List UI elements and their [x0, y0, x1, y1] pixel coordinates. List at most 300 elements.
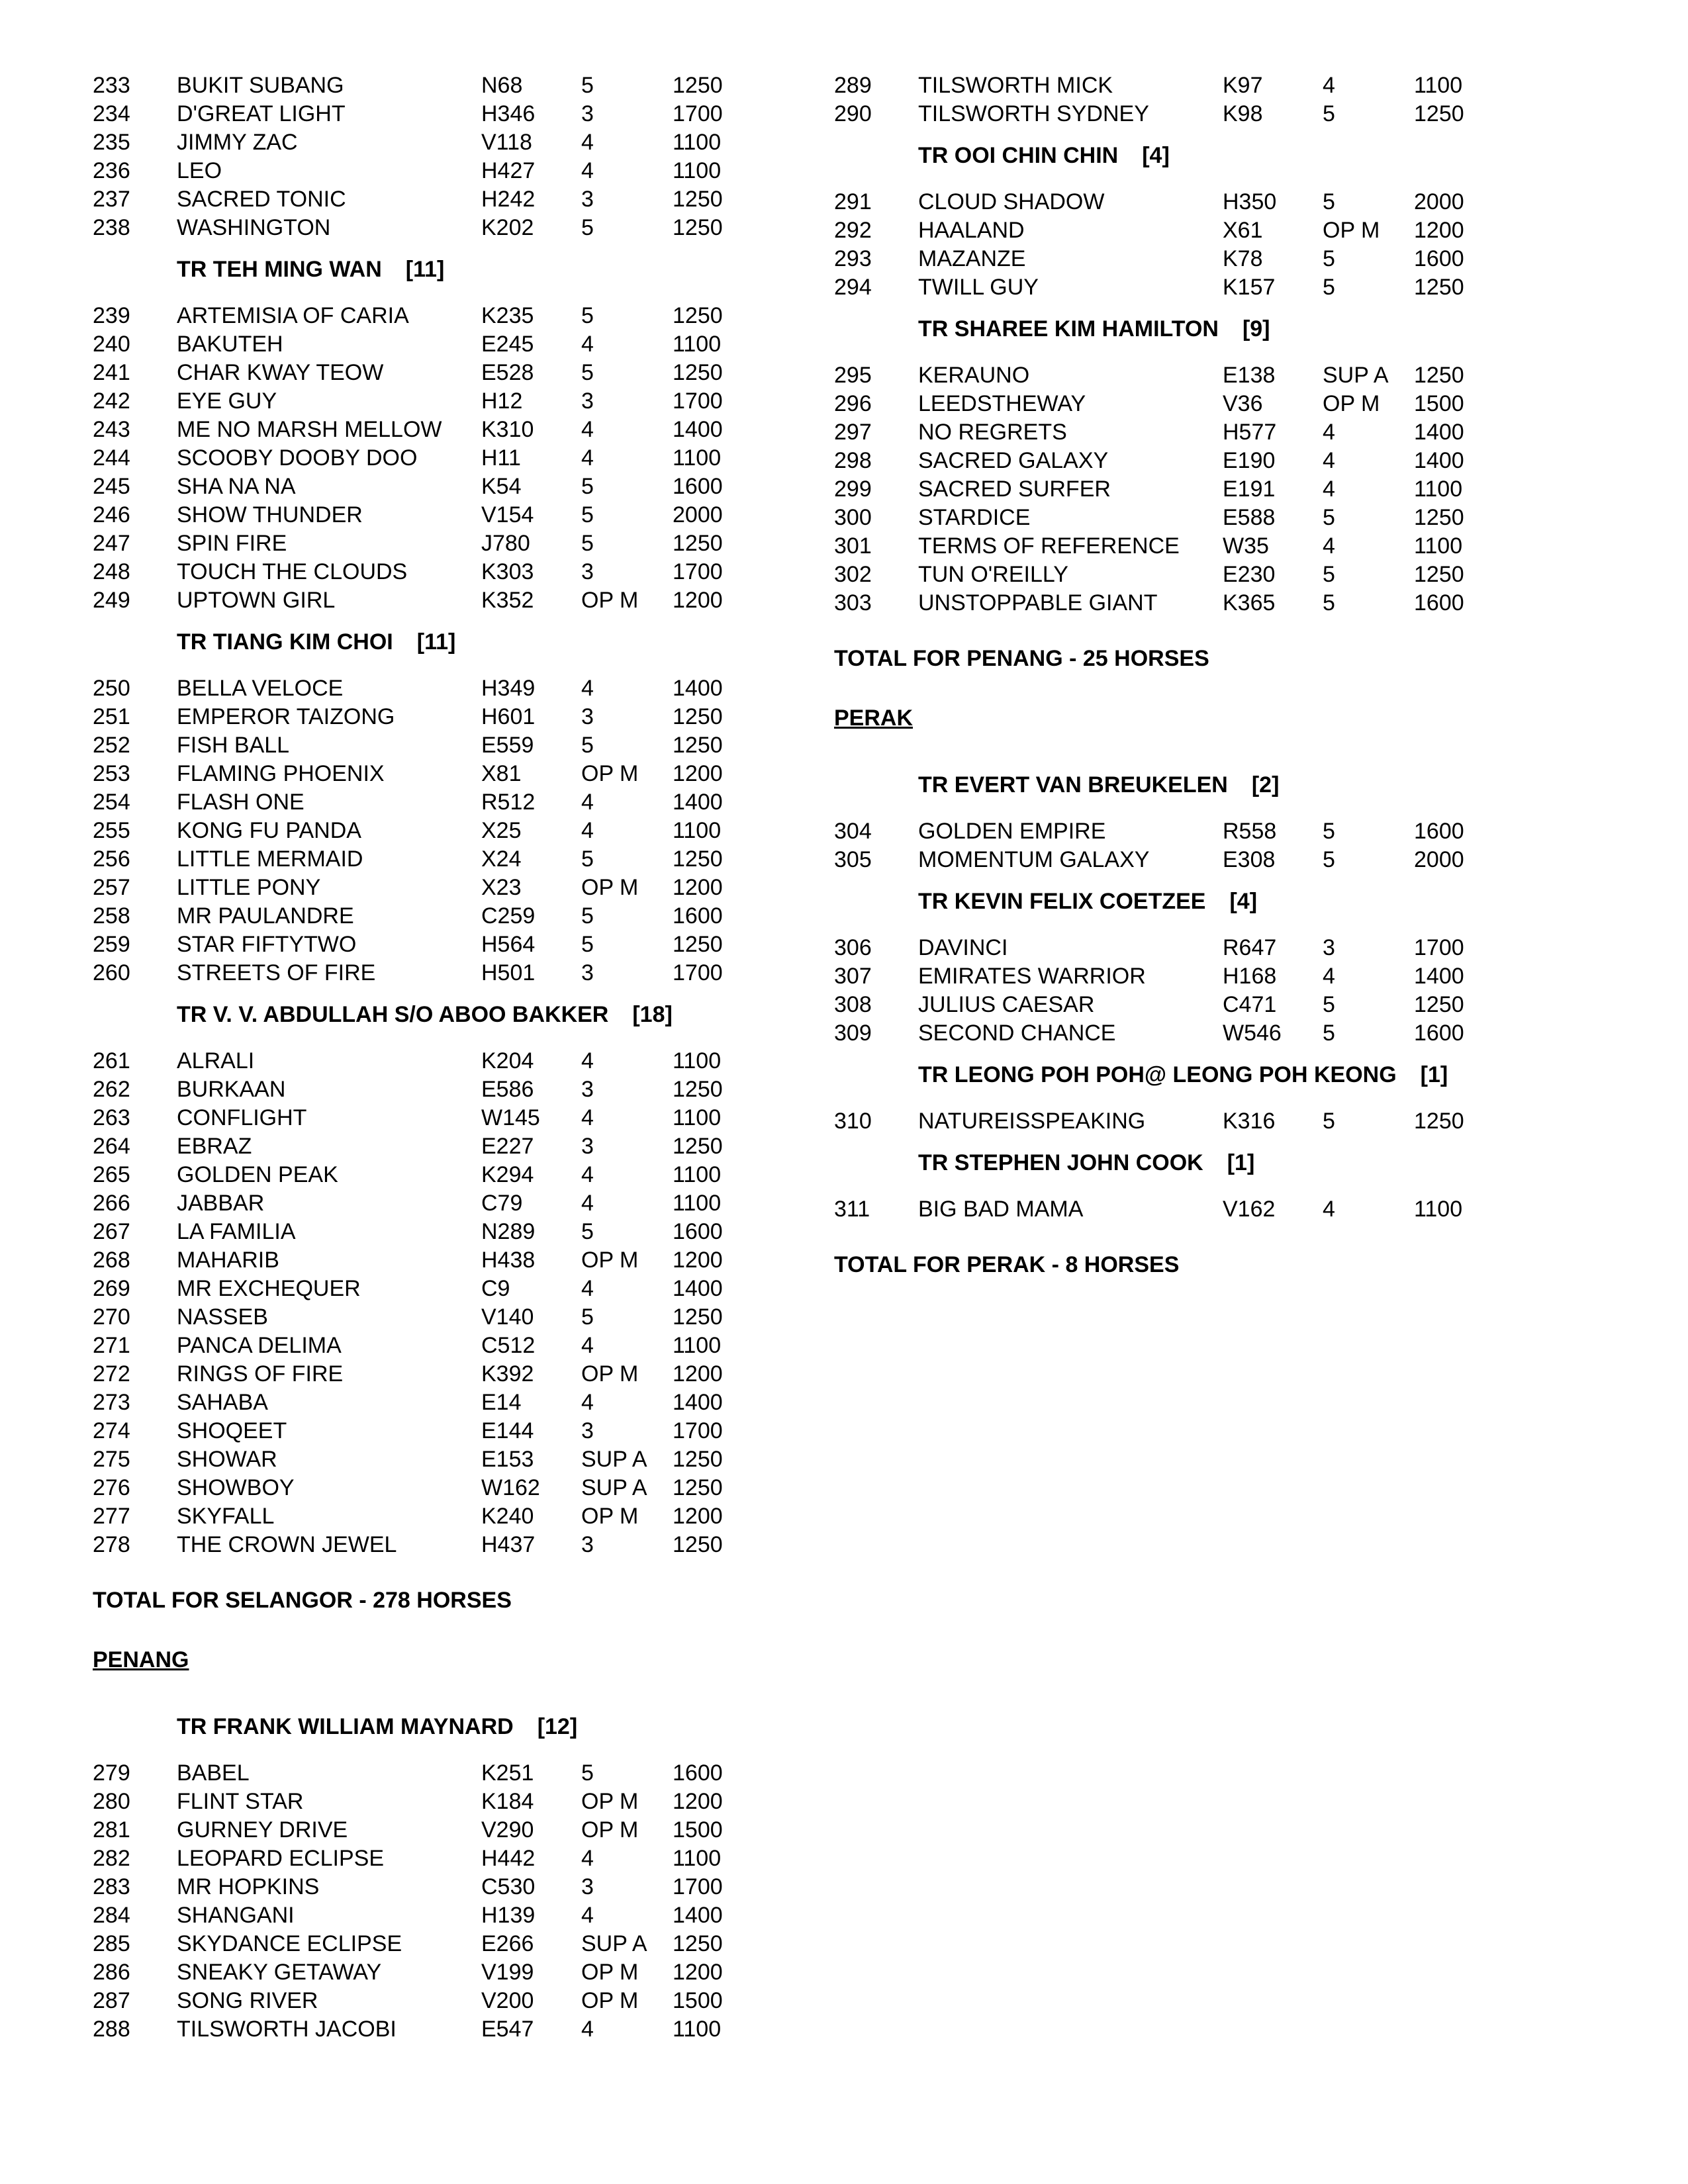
entry-number: 251: [93, 704, 130, 729]
horse-rating: 5: [581, 1304, 594, 1330]
trainer-heading: [93, 1714, 755, 1739]
entry-row: [834, 817, 1595, 846]
horse-code: C79: [481, 1191, 523, 1216]
horse-rating: OP M: [581, 1817, 639, 1843]
horse-code: V154: [481, 502, 534, 527]
entry-number: 303: [834, 590, 872, 615]
horse-rating: 3: [581, 704, 594, 729]
entry-number: 267: [93, 1219, 130, 1244]
horse-code: X24: [481, 846, 522, 872]
horse-code: H350: [1223, 189, 1277, 214]
trainer-name: TR V. V. ABDULLAH S/O ABOO BAKKER: [177, 1002, 609, 1027]
entry-price: 1700: [673, 388, 723, 414]
entry-row: [93, 444, 755, 473]
entry-price: 1600: [1414, 246, 1464, 271]
entry-number: 263: [93, 1105, 130, 1130]
horse-code: E266: [481, 1931, 534, 1956]
horse-rating: 4: [1323, 420, 1335, 445]
horse-name: UNSTOPPABLE GIANT: [918, 590, 1158, 615]
horse-rating: 3: [581, 1532, 594, 1557]
horse-code: H12: [481, 388, 523, 414]
horse-code: R512: [481, 790, 536, 815]
horse-rating: 5: [581, 303, 594, 328]
entry-row: [93, 1873, 755, 1901]
horse-code: K235: [481, 303, 534, 328]
horse-code: C530: [481, 1874, 536, 1899]
entry-number: 268: [93, 1248, 130, 1273]
horse-name: FLASH ONE: [177, 790, 305, 815]
horse-code: V162: [1223, 1197, 1276, 1222]
horse-code: V140: [481, 1304, 534, 1330]
horse-name: EMPEROR TAIZONG: [177, 704, 395, 729]
entry-price: 1600: [1414, 1021, 1464, 1046]
horse-rating: 4: [581, 130, 594, 155]
horse-name: GURNEY DRIVE: [177, 1817, 348, 1843]
horse-code: K316: [1223, 1109, 1276, 1134]
entry-price: 1250: [673, 1532, 723, 1557]
horse-code: K392: [481, 1361, 534, 1387]
entry-number: 266: [93, 1191, 130, 1216]
horse-rating: 4: [581, 1191, 594, 1216]
horse-rating: OP M: [1323, 218, 1380, 243]
horse-code: C9: [481, 1276, 510, 1301]
horse-rating: SUP A: [581, 1931, 647, 1956]
entry-number: 236: [93, 158, 130, 183]
horse-code: E528: [481, 360, 534, 385]
horse-rating: 5: [1323, 505, 1335, 530]
entry-price: 1250: [673, 932, 723, 957]
entry-price: 1400: [1414, 420, 1464, 445]
entry-row: [93, 2015, 755, 2044]
entry-price: 2000: [1414, 847, 1464, 872]
horse-code: W35: [1223, 533, 1269, 559]
horse-name: LITTLE PONY: [177, 875, 321, 900]
horse-name: LEOPARD ECLIPSE: [177, 1846, 385, 1871]
horse-code: C471: [1223, 992, 1277, 1017]
horse-code: E559: [481, 733, 534, 758]
horse-rating: 3: [581, 187, 594, 212]
entry-price: 1200: [673, 875, 723, 900]
entry-number: 309: [834, 1021, 872, 1046]
entry-row: [93, 586, 755, 615]
entry-row: [93, 558, 755, 586]
entry-row: [834, 361, 1595, 390]
horse-rating: OP M: [581, 588, 639, 613]
entry-number: 297: [834, 420, 872, 445]
horse-rating: 3: [581, 1077, 594, 1102]
entry-price: 1400: [673, 417, 723, 442]
entry-number: 277: [93, 1504, 130, 1529]
entry-number: 269: [93, 1276, 130, 1301]
trainer-heading: [93, 257, 755, 282]
horse-rating: 5: [1323, 1109, 1335, 1134]
horse-rating: 5: [581, 733, 594, 758]
horse-code: H168: [1223, 964, 1277, 989]
entry-price: 1100: [1414, 1197, 1463, 1222]
entry-price: 1250: [673, 1475, 723, 1500]
entry-price: 1100: [673, 2017, 722, 2042]
entry-row: [93, 1246, 755, 1275]
entry-number: 311: [834, 1197, 870, 1222]
entry-price: 1100: [673, 1162, 722, 1187]
entry-number: 279: [93, 1760, 130, 1786]
horse-name: D'GREAT LIGHT: [177, 101, 346, 126]
trainer-name: TR SHAREE KIM HAMILTON: [918, 316, 1219, 341]
entry-number: 239: [93, 303, 130, 328]
horse-code: H564: [481, 932, 536, 957]
entry-row: [93, 1161, 755, 1189]
entry-row: [93, 1360, 755, 1388]
entry-price: 1700: [673, 1418, 723, 1443]
entry-number: 256: [93, 846, 130, 872]
horse-name: BURKAAN: [177, 1077, 286, 1102]
entry-row: [93, 1759, 755, 1788]
horse-rating: 5: [581, 215, 594, 240]
entry-row: [93, 760, 755, 788]
horse-name: SKYFALL: [177, 1504, 275, 1529]
entry-row: [93, 1417, 755, 1445]
entry-row: [93, 501, 755, 529]
horse-rating: 5: [581, 1760, 594, 1786]
horse-name: GOLDEN EMPIRE: [918, 819, 1106, 844]
entry-price: 1200: [673, 1361, 723, 1387]
horse-rating: SUP A: [1323, 363, 1389, 388]
horse-name: MR EXCHEQUER: [177, 1276, 361, 1301]
horse-name: LEO: [177, 158, 222, 183]
horse-name: SPIN FIRE: [177, 531, 287, 556]
entry-price: 1100: [673, 445, 722, 471]
entry-row: [93, 128, 755, 157]
horse-rating: 4: [581, 818, 594, 843]
entry-price: 1400: [673, 790, 723, 815]
horse-rating: 3: [581, 1134, 594, 1159]
entry-price: 2000: [673, 502, 723, 527]
horse-name: SNEAKY GETAWAY: [177, 1960, 382, 1985]
horse-name: STARDICE: [918, 505, 1031, 530]
entry-number: 302: [834, 562, 872, 587]
entry-number: 252: [93, 733, 130, 758]
horse-name: CONFLIGHT: [177, 1105, 307, 1130]
entry-number: 290: [834, 101, 872, 126]
horse-code: H437: [481, 1532, 536, 1557]
trainer-heading: [834, 889, 1595, 914]
entry-price: 1250: [673, 531, 723, 556]
entry-price: 1250: [1414, 505, 1464, 530]
entry-price: 1250: [673, 1447, 723, 1472]
trainer-horse-count: [4]: [1142, 143, 1170, 168]
horse-rating: 5: [581, 360, 594, 385]
horse-rating: 5: [1323, 246, 1335, 271]
entry-row: [93, 674, 755, 703]
horse-name: NASSEB: [177, 1304, 268, 1330]
entry-number: 293: [834, 246, 872, 271]
horse-rating: 5: [1323, 590, 1335, 615]
horse-rating: 4: [581, 790, 594, 815]
entry-number: 270: [93, 1304, 130, 1330]
horse-code: V199: [481, 1960, 534, 1985]
entry-row: [93, 1901, 755, 1930]
entry-price: 1250: [673, 1931, 723, 1956]
entry-price: 1250: [1414, 562, 1464, 587]
horse-rating: 4: [581, 1048, 594, 1073]
horse-name: EYE GUY: [177, 388, 277, 414]
entry-number: 310: [834, 1109, 872, 1134]
entry-row: [834, 561, 1595, 589]
horse-name: FLAMING PHOENIX: [177, 761, 385, 786]
horse-rating: 4: [581, 2017, 594, 2042]
entry-number: 289: [834, 73, 872, 98]
horse-name: TILSWORTH MICK: [918, 73, 1113, 98]
entry-row: [93, 1816, 755, 1844]
horse-code: E547: [481, 2017, 534, 2042]
horse-rating: 5: [581, 1219, 594, 1244]
entry-number: 241: [93, 360, 130, 385]
horse-code: K365: [1223, 590, 1276, 615]
entry-row: [834, 532, 1595, 561]
horse-rating: 5: [1323, 1021, 1335, 1046]
entry-price: 1250: [673, 303, 723, 328]
entry-price: 1250: [673, 360, 723, 385]
entry-row: [93, 185, 755, 214]
entry-row: [834, 188, 1595, 216]
horse-rating: 5: [581, 531, 594, 556]
entry-row: [93, 1474, 755, 1502]
horse-code: R558: [1223, 819, 1277, 844]
entry-row: [93, 1531, 755, 1559]
horse-code: E227: [481, 1134, 534, 1159]
horse-code: X23: [481, 875, 522, 900]
entry-number: 273: [93, 1390, 130, 1415]
entry-number: 275: [93, 1447, 130, 1472]
entry-number: 292: [834, 218, 872, 243]
entry-price: 1600: [673, 903, 723, 929]
entry-row: [93, 902, 755, 931]
horse-code: E190: [1223, 448, 1276, 473]
entry-row: [93, 473, 755, 501]
entry-price: 1100: [673, 818, 722, 843]
horse-name: FISH BALL: [177, 733, 290, 758]
region-total: TOTAL FOR SELANGOR - 278 HORSES: [93, 1588, 512, 1613]
horse-code: V36: [1223, 391, 1263, 416]
entry-number: 233: [93, 73, 130, 98]
entry-row: [93, 214, 755, 242]
horse-name: UPTOWN GIRL: [177, 588, 336, 613]
trainer-name: TR LEONG POH POH@ LEONG POH KEONG: [918, 1062, 1397, 1087]
entry-number: 245: [93, 474, 130, 499]
horse-code: K98: [1223, 101, 1263, 126]
horse-code: W145: [481, 1105, 540, 1130]
horse-rating: 4: [1323, 964, 1335, 989]
horse-rating: 4: [581, 445, 594, 471]
horse-code: K303: [481, 559, 534, 584]
horse-name: HAALAND: [918, 218, 1025, 243]
horse-rating: SUP A: [581, 1475, 647, 1500]
horse-name: TERMS OF REFERENCE: [918, 533, 1180, 559]
horse-code: K97: [1223, 73, 1263, 98]
trainer-horse-count: [12]: [537, 1714, 578, 1739]
trainer-horse-count: [9]: [1242, 316, 1270, 341]
horse-name: SHOW THUNDER: [177, 502, 363, 527]
entry-number: 243: [93, 417, 130, 442]
horse-rating: 3: [581, 101, 594, 126]
entry-price: 1250: [673, 73, 723, 98]
trainer-name: TR TIANG KIM CHOI: [177, 629, 393, 655]
horse-rating: 4: [581, 1333, 594, 1358]
horse-code: R647: [1223, 935, 1277, 960]
entry-number: 248: [93, 559, 130, 584]
entry-number: 281: [93, 1817, 130, 1843]
entry-price: 1250: [1414, 275, 1464, 300]
entry-number: 238: [93, 215, 130, 240]
horse-rating: SUP A: [581, 1447, 647, 1472]
horse-name: WASHINGTON: [177, 215, 331, 240]
trainer-name: TR TEH MING WAN: [177, 257, 382, 282]
entry-number: 299: [834, 477, 872, 502]
horse-name: THE CROWN JEWEL: [177, 1532, 397, 1557]
entry-price: 1200: [673, 1789, 723, 1814]
horse-rating: 5: [581, 502, 594, 527]
trainer-name: TR OOI CHIN CHIN: [918, 143, 1119, 168]
horse-name: TILSWORTH SYDNEY: [918, 101, 1149, 126]
horse-rating: 4: [581, 1105, 594, 1130]
horse-name: BAKUTEH: [177, 332, 283, 357]
entry-number: 307: [834, 964, 872, 989]
horse-rating: 5: [581, 932, 594, 957]
entry-row: [93, 1275, 755, 1303]
horse-rating: 4: [581, 1390, 594, 1415]
horse-name: MOMENTUM GALAXY: [918, 847, 1150, 872]
entry-row: [834, 589, 1595, 617]
entry-price: 1100: [673, 332, 722, 357]
entry-row: [834, 504, 1595, 532]
trainer-horse-count: [11]: [416, 629, 456, 655]
entry-number: 262: [93, 1077, 130, 1102]
entry-number: 271: [93, 1333, 130, 1358]
entry-number: 296: [834, 391, 872, 416]
horse-name: CLOUD SHADOW: [918, 189, 1105, 214]
entry-price: 1100: [673, 1191, 722, 1216]
entry-price: 1700: [673, 1874, 723, 1899]
entry-price: 1500: [1414, 391, 1464, 416]
horse-code: N68: [481, 73, 523, 98]
horse-rating: OP M: [1323, 391, 1380, 416]
entry-price: 1100: [1414, 533, 1463, 559]
entry-number: 265: [93, 1162, 130, 1187]
entry-number: 286: [93, 1960, 130, 1985]
entry-row: [93, 1303, 755, 1332]
entry-number: 304: [834, 819, 872, 844]
entry-price: 2000: [1414, 189, 1464, 214]
entry-number: 306: [834, 935, 872, 960]
horse-rating: 4: [581, 332, 594, 357]
entry-row: [93, 100, 755, 128]
horse-rating: OP M: [581, 1248, 639, 1273]
entry-price: 1600: [1414, 819, 1464, 844]
horse-rating: 5: [581, 73, 594, 98]
trainer-horse-count: [2]: [1251, 772, 1280, 797]
entry-row: [93, 529, 755, 558]
horse-name: EBRAZ: [177, 1134, 252, 1159]
entry-row: [834, 962, 1595, 991]
horse-name: SHOWBOY: [177, 1475, 295, 1500]
horse-code: E588: [1223, 505, 1276, 530]
entry-number: 288: [93, 2017, 130, 2042]
horse-code: E230: [1223, 562, 1276, 587]
entry-number: 246: [93, 502, 130, 527]
entry-price: 1100: [673, 1333, 722, 1358]
horse-rating: 5: [581, 846, 594, 872]
horse-code: K240: [481, 1504, 534, 1529]
right-column: [834, 71, 1595, 1278]
horse-name: MR PAULANDRE: [177, 903, 354, 929]
horse-code: K184: [481, 1789, 534, 1814]
entry-price: 1700: [673, 559, 723, 584]
entry-row: [93, 1445, 755, 1474]
horse-rating: OP M: [581, 1789, 639, 1814]
horse-code: K204: [481, 1048, 534, 1073]
horse-rating: 5: [1323, 101, 1335, 126]
horse-name: NO REGRETS: [918, 420, 1067, 445]
entry-number: 298: [834, 448, 872, 473]
horse-rating: 5: [1323, 275, 1335, 300]
entry-number: 264: [93, 1134, 130, 1159]
horse-name: TILSWORTH JACOBI: [177, 2017, 397, 2042]
entry-number: 258: [93, 903, 130, 929]
horse-rating: 3: [581, 559, 594, 584]
horse-rating: 3: [1323, 935, 1335, 960]
horse-rating: OP M: [581, 1960, 639, 1985]
horse-name: STAR FIFTYTWO: [177, 932, 357, 957]
region-heading: PERAK: [834, 705, 914, 731]
entry-number: 287: [93, 1988, 130, 2013]
entry-price: 1100: [673, 158, 722, 183]
horse-code: H346: [481, 101, 536, 126]
horse-code: W546: [1223, 1021, 1282, 1046]
entry-price: 1200: [673, 761, 723, 786]
entry-price: 1400: [673, 1903, 723, 1928]
entry-row: [834, 475, 1595, 504]
horse-rating: 4: [581, 676, 594, 701]
horse-code: V118: [481, 130, 532, 155]
horse-rating: OP M: [581, 1988, 639, 2013]
horse-name: JULIUS CAESAR: [918, 992, 1095, 1017]
horse-name: SACRED TONIC: [177, 187, 346, 212]
horse-rating: 3: [581, 1418, 594, 1443]
entry-number: 254: [93, 790, 130, 815]
entry-row: [834, 390, 1595, 418]
horse-name: BIG BAD MAMA: [918, 1197, 1084, 1222]
entry-row: [93, 387, 755, 416]
horse-code: K202: [481, 215, 534, 240]
horse-code: C259: [481, 903, 536, 929]
entry-row: [834, 273, 1595, 302]
entry-number: 308: [834, 992, 872, 1017]
horse-rating: OP M: [581, 875, 639, 900]
horse-name: ME NO MARSH MELLOW: [177, 417, 442, 442]
horse-rating: 4: [581, 1846, 594, 1871]
entry-price: 1400: [673, 1390, 723, 1415]
entry-price: 1250: [1414, 1109, 1464, 1134]
horse-rating: 5: [1323, 992, 1335, 1017]
entry-price: 1500: [673, 1817, 723, 1843]
horse-code: X61: [1223, 218, 1263, 243]
horse-rating: 3: [581, 1874, 594, 1899]
region-total: TOTAL FOR PERAK - 8 HORSES: [834, 1252, 1180, 1277]
entry-row: [93, 1958, 755, 1987]
horse-rating: 5: [581, 474, 594, 499]
horse-rating: 5: [1323, 819, 1335, 844]
entry-number: 283: [93, 1874, 130, 1899]
